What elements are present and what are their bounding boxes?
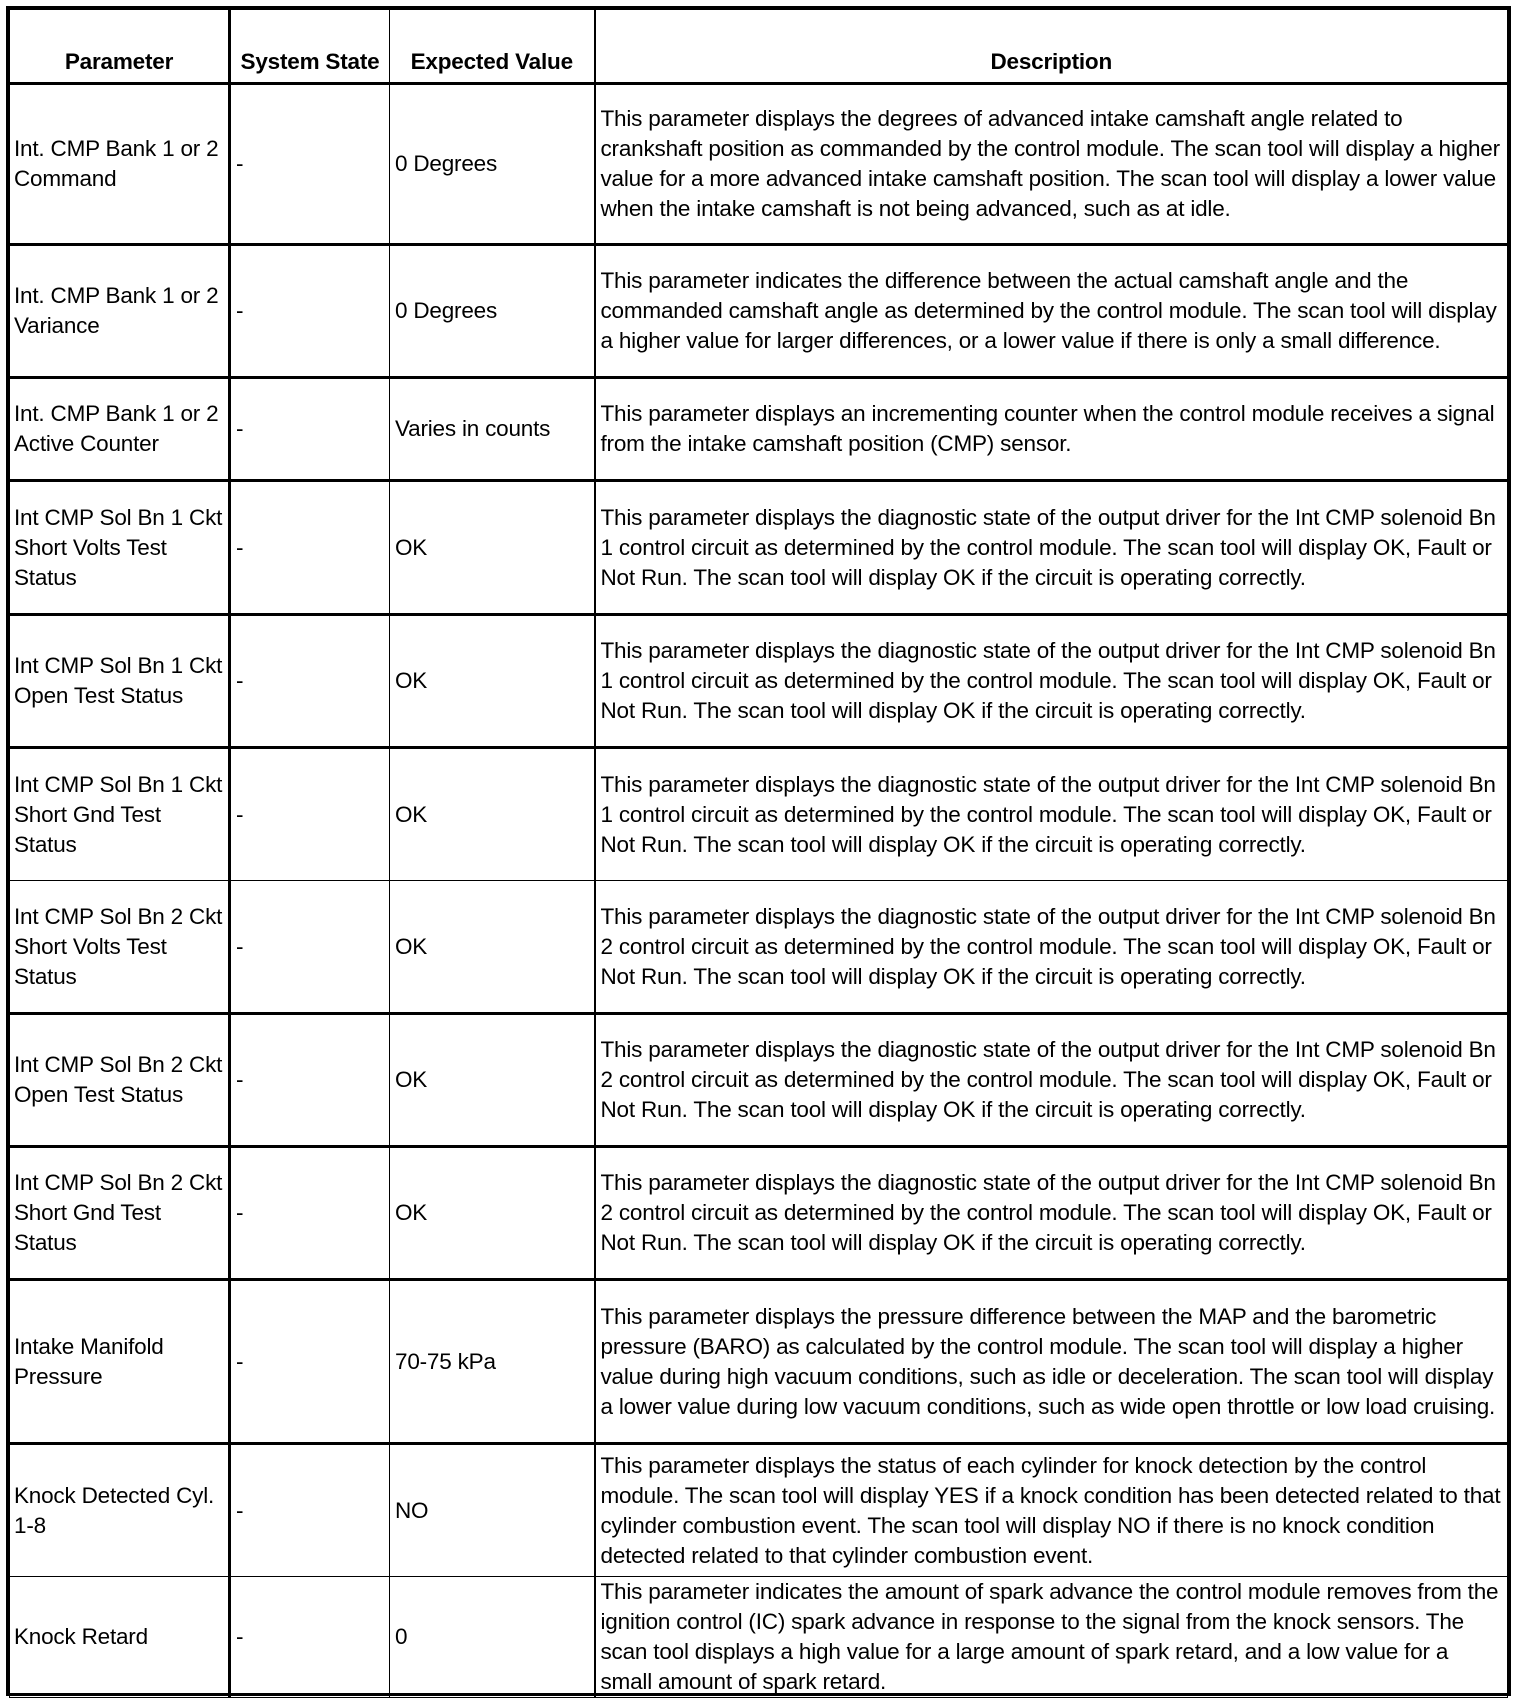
description-cell: This parameter indicates the difference between the actual camshaft angle and the commanded camshaft angle as determined by the control module. The scan tool will display a higher value for larger differences, or a lower value if there is only a small difference. (595, 245, 1508, 378)
parameter-cell: Int CMP Sol Bn 2 Ckt Short Volts Test Status (10, 881, 230, 1014)
expected-value-cell: Varies in counts (390, 378, 595, 481)
system-state-cell: - (230, 1577, 390, 1698)
expected-value-cell: 70-75 kPa (390, 1280, 595, 1444)
description-cell: This parameter displays the diagnostic state of the output driver for the Int CMP solenoid Bn 2 control circuit as determined by the control module. The scan tool will display OK, Fault or Not Run. The scan tool will display OK if the circuit is operating correctly. (595, 881, 1508, 1014)
table-row (10, 378, 1508, 481)
expected-value-cell: 0 (390, 1577, 595, 1698)
parameter-cell: Int CMP Sol Bn 2 Ckt Open Test Status (10, 1014, 230, 1147)
description-cell: This parameter displays the status of each cylinder for knock detection by the control module. The scan tool will display YES if a knock condition has been detected related to that cylinder combustion event. The scan tool will display NO if there is no knock condition detected related to that cylinder combustion event. (595, 1444, 1508, 1577)
description-cell: This parameter indicates the amount of spark advance the control module removes from the ignition control (IC) spark advance in response to the signal from the knock sensors. The scan tool displays a high value for a large amount of spark retard, and a low value for a small amount of spark retard. (595, 1577, 1508, 1698)
parameter-cell: Int. CMP Bank 1 or 2 Command (10, 84, 230, 245)
system-state-cell: - (230, 748, 390, 881)
expected-value-cell: NO (390, 1444, 595, 1577)
description-cell: This parameter displays the diagnostic state of the output driver for the Int CMP solenoid Bn 2 control circuit as determined by the control module. The scan tool will display OK, Fault or Not Run. The scan tool will display OK if the circuit is operating correctly. (595, 1147, 1508, 1280)
table-row (10, 881, 1508, 1014)
system-state-cell: - (230, 615, 390, 748)
header-parameter: Parameter (10, 10, 230, 84)
parameter-cell: Int CMP Sol Bn 1 Ckt Short Volts Test Status (10, 481, 230, 615)
expected-value-cell: OK (390, 615, 595, 748)
table-row (10, 84, 1508, 245)
expected-value-cell: OK (390, 1014, 595, 1147)
system-state-cell: - (230, 1444, 390, 1577)
system-state-cell: - (230, 481, 390, 615)
table-row (10, 748, 1508, 881)
description-cell: This parameter displays the diagnostic state of the output driver for the Int CMP solenoid Bn 1 control circuit as determined by the control module. The scan tool will display OK, Fault or Not Run. The scan tool will display OK if the circuit is operating correctly. (595, 615, 1508, 748)
parameter-cell: Int CMP Sol Bn 1 Ckt Open Test Status (10, 615, 230, 748)
expected-value-cell: OK (390, 748, 595, 881)
expected-value-cell: 0 Degrees (390, 84, 595, 245)
expected-value-cell: 0 Degrees (390, 245, 595, 378)
system-state-cell: - (230, 84, 390, 245)
table-row (10, 481, 1508, 615)
system-state-cell: - (230, 245, 390, 378)
system-state-cell: - (230, 1014, 390, 1147)
parameter-cell: Intake Manifold Pressure (10, 1280, 230, 1444)
description-cell: This parameter displays the diagnostic state of the output driver for the Int CMP solenoid Bn 1 control circuit as determined by the control module. The scan tool will display OK, Fault or Not Run. The scan tool will display OK if the circuit is operating correctly. (595, 748, 1508, 881)
description-cell: This parameter displays the diagnostic state of the output driver for the Int CMP solenoid Bn 2 control circuit as determined by the control module. The scan tool will display OK, Fault or Not Run. The scan tool will display OK if the circuit is operating correctly. (595, 1014, 1508, 1147)
parameter-cell: Int CMP Sol Bn 1 Ckt Short Gnd Test Status (10, 748, 230, 881)
table-row (10, 245, 1508, 378)
expected-value-cell: OK (390, 1147, 595, 1280)
parameter-cell: Knock Detected Cyl. 1-8 (10, 1444, 230, 1577)
system-state-cell: - (230, 378, 390, 481)
parameter-cell: Int. CMP Bank 1 or 2 Variance (10, 245, 230, 378)
scan-tool-data-table (9, 9, 1508, 1698)
table-row (10, 1014, 1508, 1147)
header-system-state: System State (230, 10, 390, 84)
description-cell: This parameter displays an incrementing counter when the control module receives a signal from the intake camshaft position (CMP) sensor. (595, 378, 1508, 481)
system-state-cell: - (230, 1280, 390, 1444)
expected-value-cell: OK (390, 881, 595, 1014)
table-row (10, 1577, 1508, 1698)
description-cell: This parameter displays the degrees of advanced intake camshaft angle related to crankshaft position as commanded by the control module. The scan tool will display a higher value for a more advanced intake camshaft position. The scan tool will display a lower value when the intake camshaft is not being advanced, such as at idle. (595, 84, 1508, 245)
table-row (10, 1147, 1508, 1280)
header-description: Description (595, 10, 1508, 84)
table-row (10, 615, 1508, 748)
header-expected-value: Expected Value (390, 10, 595, 84)
table-header-row (10, 10, 1508, 84)
parameter-cell: Int CMP Sol Bn 2 Ckt Short Gnd Test Status (10, 1147, 230, 1280)
table-row (10, 1444, 1508, 1577)
scan-tool-data-table-container (6, 6, 1511, 1696)
system-state-cell: - (230, 1147, 390, 1280)
parameter-cell: Knock Retard (10, 1577, 230, 1698)
expected-value-cell: OK (390, 481, 595, 615)
description-cell: This parameter displays the pressure difference between the MAP and the barometric pressure (BARO) as calculated by the control module. The scan tool will display a higher value during high vacuum conditions, such as idle or deceleration. The scan tool will display a lower value during low vacuum conditions, such as wide open throttle or low load cruising. (595, 1280, 1508, 1444)
parameter-cell: Int. CMP Bank 1 or 2 Active Counter (10, 378, 230, 481)
system-state-cell: - (230, 881, 390, 1014)
description-cell: This parameter displays the diagnostic state of the output driver for the Int CMP solenoid Bn 1 control circuit as determined by the control module. The scan tool will display OK, Fault or Not Run. The scan tool will display OK if the circuit is operating correctly. (595, 481, 1508, 615)
table-row (10, 1280, 1508, 1444)
